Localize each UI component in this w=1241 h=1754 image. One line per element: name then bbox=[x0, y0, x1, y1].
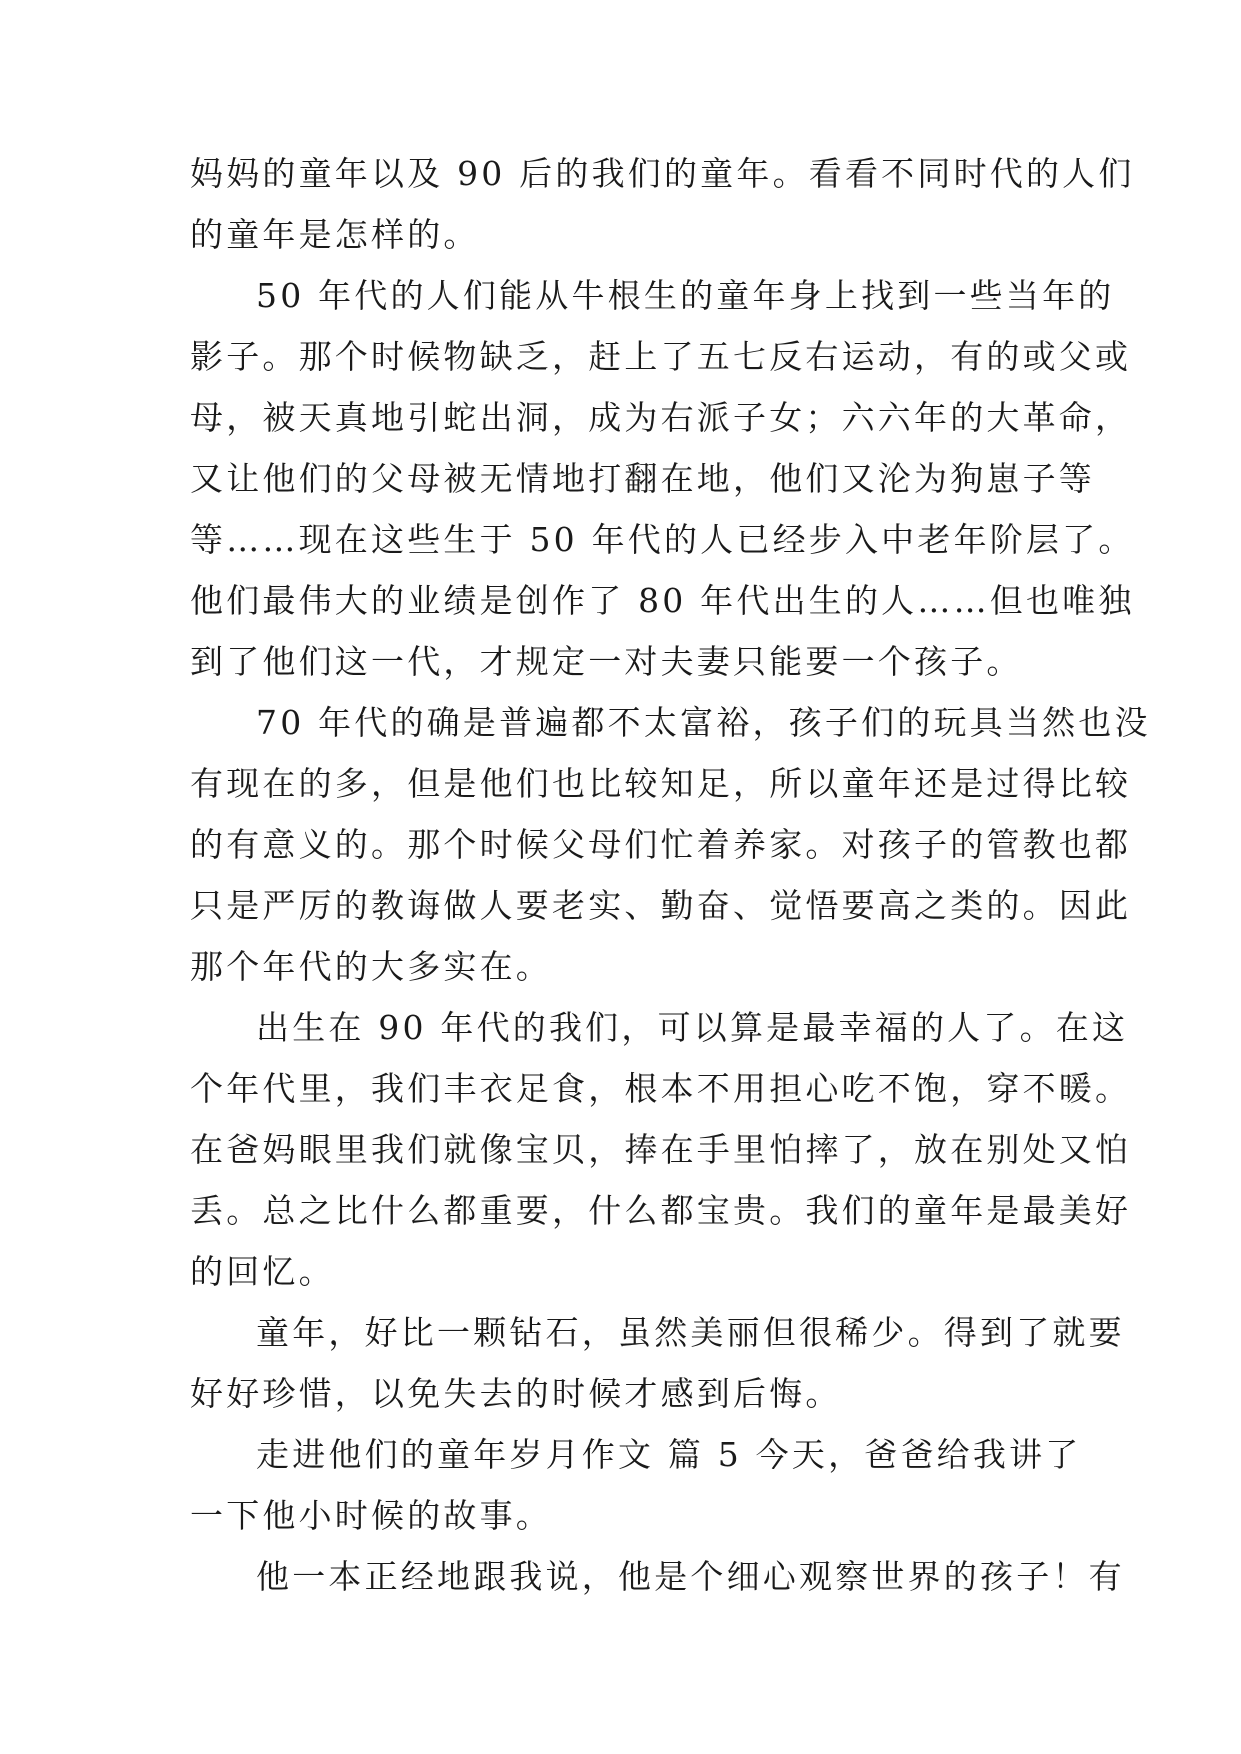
paragraph-first-line: 他一本正经地跟我说，他是个细心观察世界的孩子！有 bbox=[256, 1557, 1125, 1596]
text-line: 只是严厉的教诲做人要老实、勤奋、觉悟要高之类的。因此 bbox=[190, 886, 1132, 925]
paragraph-first-line: 出生在 90 年代的我们，可以算是最幸福的人了。在这 bbox=[256, 1008, 1129, 1047]
text-line: 那个年代的大多实在。 bbox=[190, 947, 552, 986]
text-line: 妈妈的童年以及 90 后的我们的童年。看看不同时代的人们 bbox=[190, 154, 1135, 193]
text-line: 母，被天真地引蛇出洞，成为右派子女；六六年的大革命， bbox=[190, 398, 1132, 437]
section-heading-line: 走进他们的童年岁月作文 篇 5 今天，爸爸给我讲了 bbox=[256, 1435, 1082, 1474]
text-line: 影子。那个时候物缺乏，赶上了五七反右运动，有的或父或 bbox=[190, 337, 1132, 376]
text-line: 个年代里，我们丰衣足食，根本不用担心吃不饱，穿不暖。 bbox=[190, 1069, 1132, 1108]
paragraph-first-line: 70 年代的确是普遍都不太富裕，孩子们的玩具当然也没 bbox=[256, 703, 1151, 742]
text-line: 的童年是怎样的。 bbox=[190, 215, 480, 254]
text-line: 丢。总之比什么都重要，什么都宝贵。我们的童年是最美好 bbox=[190, 1191, 1132, 1230]
text-line: 有现在的多，但是他们也比较知足，所以童年还是过得比较 bbox=[190, 764, 1132, 803]
text-line: 一下他小时候的故事。 bbox=[190, 1496, 552, 1535]
text-line: 的有意义的。那个时候父母们忙着养家。对孩子的管教也都 bbox=[190, 825, 1132, 864]
text-line: 他们最伟大的业绩是创作了 80 年代出生的人……但也唯独 bbox=[190, 581, 1135, 620]
paragraph-first-line: 50 年代的人们能从牛根生的童年身上找到一些当年的 bbox=[256, 276, 1115, 315]
text-line: 等……现在这些生于 50 年代的人已经步入中老年阶层了。 bbox=[190, 520, 1135, 559]
paragraph-first-line: 童年，好比一颗钻石，虽然美丽但很稀少。得到了就要 bbox=[256, 1313, 1125, 1352]
text-line: 到了他们这一代，才规定一对夫妻只能要一个孩子。 bbox=[190, 642, 1023, 681]
text-line: 在爸妈眼里我们就像宝贝，捧在手里怕摔了，放在别处又怕 bbox=[190, 1130, 1132, 1169]
text-line: 的回忆。 bbox=[190, 1252, 335, 1291]
text-line: 又让他们的父母被无情地打翻在地，他们又沦为狗崽子等 bbox=[190, 459, 1095, 498]
text-line: 好好珍惜，以免失去的时候才感到后悔。 bbox=[190, 1374, 842, 1413]
